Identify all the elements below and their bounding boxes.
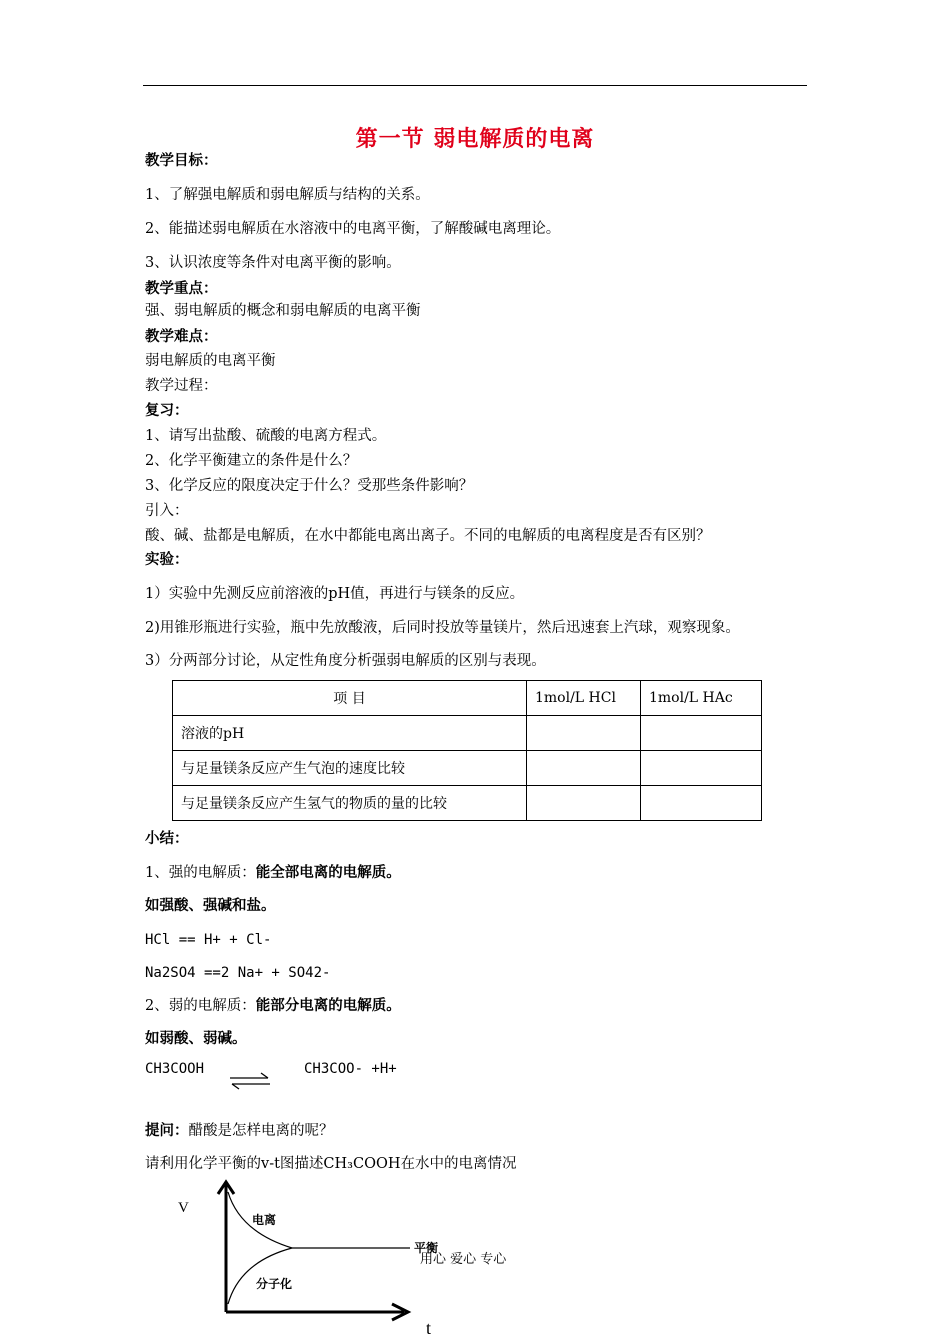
equilibrium-arrow-icon <box>228 1072 272 1090</box>
weak-definition: 能部分电离的电解质。 <box>255 997 401 1014</box>
header-rule <box>143 85 807 86</box>
equilibrium-label: 平衡 <box>414 1241 439 1255</box>
y-axis-label: V <box>178 1200 189 1216</box>
comparison-table <box>172 680 762 821</box>
goals-heading: 教学目标： <box>145 152 218 169</box>
table-cell <box>641 786 762 821</box>
strong-prefix: 1、强的电解质： <box>145 865 256 881</box>
table-row <box>173 786 762 821</box>
question-prompt: 请利用化学平衡的v-t图描述CH₃COOH在水中的电离情况 <box>145 1156 517 1172</box>
x-axis-label: t <box>426 1318 432 1338</box>
table-cell <box>641 751 762 786</box>
table-header-cell: 1mol/L HCl <box>527 681 641 716</box>
ionization-label: 电离 <box>252 1213 277 1227</box>
table-cell <box>527 786 641 821</box>
experiment-2: 2)用锥形瓶进行实验，瓶中先放酸液，后同时投放等量镁片，然后迅速套上汽球，观察现象。 <box>145 620 740 636</box>
molecularization-label: 分子化 <box>256 1277 293 1291</box>
intro-text: 酸、碱、盐都是电解质，在水中都能电离出离子。不同的电解质的电离程度是否有区别？ <box>145 528 711 544</box>
weak-electrolyte-line <box>145 997 401 1015</box>
goal-1: 1、了解强电解质和弱电解质与结构的关系。 <box>145 187 430 203</box>
equation-acetic-left: CH3COOH <box>145 1061 205 1077</box>
goal-3: 3、认识浓度等条件对电离平衡的影响。 <box>145 255 401 271</box>
table-header-cell: 1mol/L HAc <box>641 681 762 716</box>
summary-heading: 小结： <box>145 830 189 847</box>
page-footer: 用心 爱心 专心 <box>420 1252 507 1267</box>
process-heading: 教学过程： <box>145 378 218 394</box>
strong-electrolyte-line <box>145 864 401 882</box>
review-heading: 复习： <box>145 402 189 419</box>
vt-diagram <box>160 1172 460 1344</box>
table-cell <box>527 751 641 786</box>
table-header-row <box>173 681 762 716</box>
equation-na2so4: Na2SO4 ==2 Na+ + SO42- <box>145 965 331 981</box>
review-3: 3、化学反应的限度决定于什么？受那些条件影响？ <box>145 478 474 494</box>
table-cell: 与足量镁条反应产生氢气的物质的量的比较 <box>173 786 527 821</box>
equation-acetic-right: CH3COO- +H+ <box>304 1061 397 1077</box>
key-text: 强、弱电解质的概念和弱电解质的电离平衡 <box>145 303 421 319</box>
table-cell <box>527 716 641 751</box>
experiment-heading: 实验： <box>145 551 189 568</box>
difficulty-text: 弱电解质的电离平衡 <box>145 353 276 369</box>
strong-definition: 能全部电离的电解质。 <box>255 864 401 881</box>
table-header-cell: 项 目 <box>173 681 527 716</box>
molecularization-curve <box>228 1248 292 1304</box>
difficulty-heading: 教学难点： <box>145 328 218 345</box>
question-line <box>145 1122 334 1140</box>
table-row <box>173 716 762 751</box>
experiment-1: 1）实验中先测反应前溶液的pH值，再进行与镁条的反应。 <box>145 586 525 602</box>
weak-examples: 如弱酸、弱碱。 <box>145 1030 247 1047</box>
review-2: 2、化学平衡建立的条件是什么？ <box>145 453 358 469</box>
key-heading: 教学重点： <box>145 280 218 297</box>
table-cell <box>641 716 762 751</box>
table-cell: 与足量镁条反应产生气泡的速度比较 <box>173 751 527 786</box>
goal-2: 2、能描述弱电解质在水溶液中的电离平衡，了解酸碱电离理论。 <box>145 221 561 237</box>
table-cell: 溶液的pH <box>173 716 527 751</box>
table-row <box>173 751 762 786</box>
weak-prefix: 2、弱的电解质： <box>145 998 256 1014</box>
review-1: 1、请写出盐酸、硫酸的电离方程式。 <box>145 428 387 444</box>
intro-heading: 引入： <box>145 503 189 519</box>
equation-hcl: HCl == H+ + Cl- <box>145 932 272 948</box>
question-text: 醋酸是怎样电离的呢？ <box>188 1123 334 1139</box>
experiment-3: 3）分两部分讨论，从定性角度分析强弱电解质的区别与表现。 <box>145 653 546 669</box>
page-title: 第一节 弱电解质的电离 <box>355 126 595 152</box>
strong-examples: 如强酸、强碱和盐。 <box>145 897 276 914</box>
question-label: 提问： <box>145 1122 189 1139</box>
